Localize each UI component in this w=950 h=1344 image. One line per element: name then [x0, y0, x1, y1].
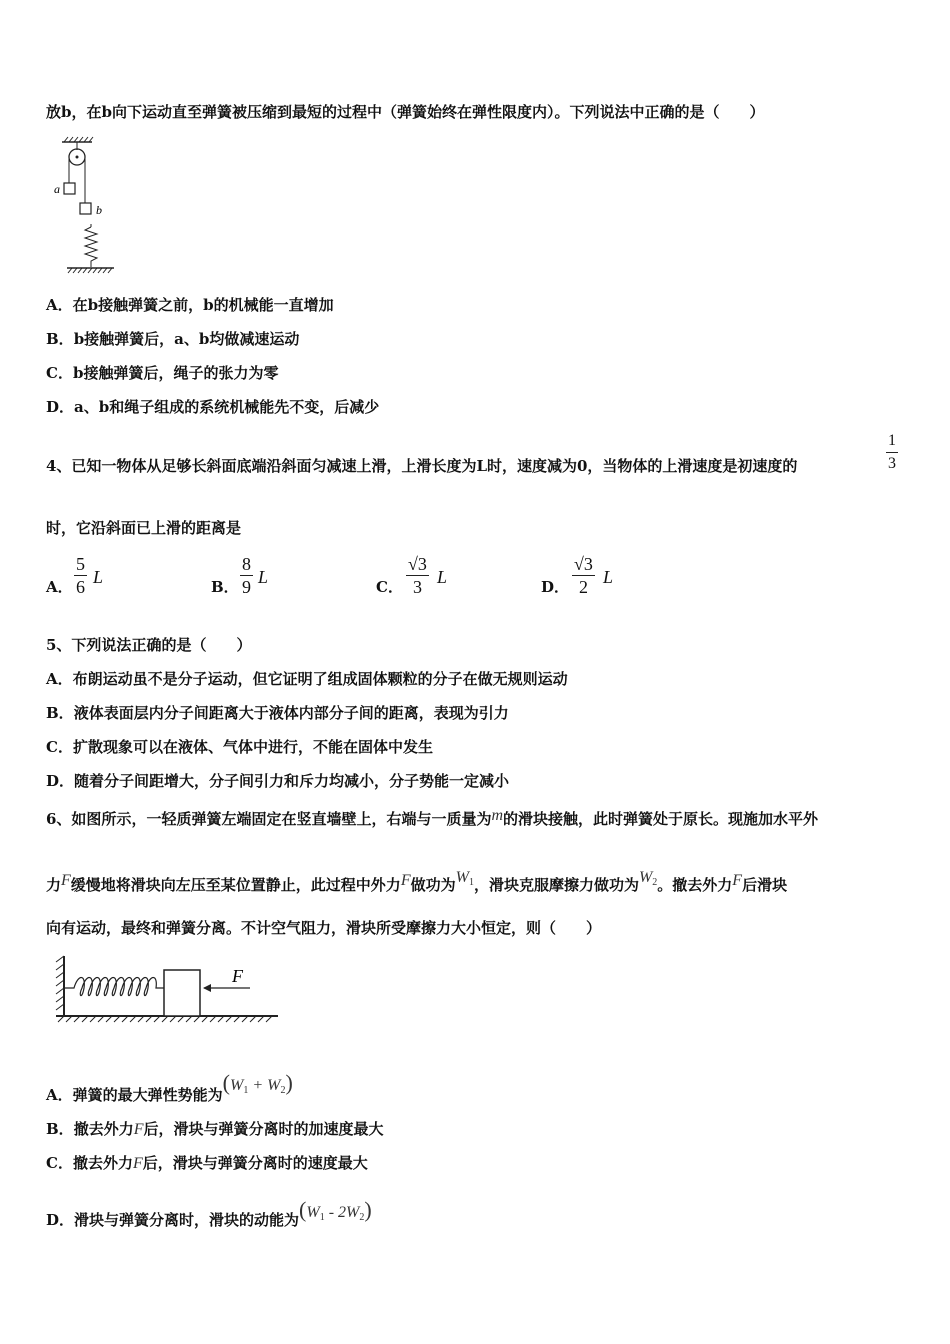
q6-option-d: D．滑块与弹簧分离时，滑块的动能为$(W_1 - 2W_2)$ — [46, 1197, 372, 1229]
q5-stem: 5、下列说法正确的是（ ） — [46, 636, 252, 654]
q4-option-c-fraction: $\frac{√3}{3}$ — [408, 554, 427, 597]
q3-option-a: A．在b接触弹簧之前，b的机械能一直增加 — [46, 296, 334, 314]
q4-option-b-key: B． — [211, 578, 239, 596]
q4-stem-fraction: $\frac{1}{3}$ — [888, 432, 896, 472]
q6-line-2: 力F缓慢地将滑块向左压至某位置静止，此过程中外力F做功为$W_1$，滑块克服摩擦力做功为$W_2$。撤去外力F后滑块 — [46, 869, 788, 894]
spring-block-figure — [54, 952, 280, 1024]
q4-option-a-key: A． — [46, 578, 73, 596]
q6-line-1: 6、如图所示，一轻质弹簧左端固定在竖直墙壁上，右端与一质量为m的滑块接触，此时弹簧处于原长。现施加水平外 — [46, 807, 819, 828]
label-a: a — [54, 182, 60, 196]
q6-option-c: C．撤去外力F后，滑块与弹簧分离时的速度最大 — [46, 1154, 368, 1172]
q6-option-a: A．弹簧的最大弹性势能为$(W_1 + W_2)$ — [46, 1070, 293, 1104]
q3-option-d: D．a、b和绳子组成的系统机械能先不变，后减少 — [46, 398, 380, 416]
q4-option-d-unit: L — [603, 567, 614, 587]
q4-stem: 4、已知一物体从足够长斜面底端沿斜面匀减速上滑，上滑长度为L时，速度减为0，当物体的上滑速度是初速度的 — [46, 457, 798, 475]
q5-option-c: C．扩散现象可以在液体、气体中进行，不能在固体中发生 — [46, 738, 433, 756]
q4-option-d-key: D． — [541, 578, 570, 596]
q4-option-b-unit: L — [258, 567, 269, 587]
q4-option-a-fraction: $\frac{5}{6}$ — [76, 554, 85, 597]
q3-option-b: B．b接触弹簧后，a、b均做减速运动 — [46, 330, 300, 348]
q5-option-a: A．布朗运动虽不是分子运动，但它证明了组成固体颗粒的分子在做无规则运动 — [46, 670, 568, 688]
q4-stem-continued: 时，它沿斜面已上滑的距离是 — [46, 519, 242, 537]
q4-option-a-unit: L — [93, 567, 104, 587]
q6-line-3: 向有运动，最终和弹簧分离。不计空气阻力，滑块所受摩擦力大小恒定，则（ ） — [46, 919, 602, 937]
q3-stem: 放b，在b向下运动直至弹簧被压缩到最短的过程中（弹簧始终在弹性限度内）。下列说法中正确的是（ ） — [46, 103, 765, 121]
pulley-spring-figure — [50, 136, 120, 276]
q4-option-c-key: C． — [376, 578, 403, 596]
label-F: F — [232, 966, 243, 986]
q4-option-c-unit: L — [437, 567, 448, 587]
label-b: b — [96, 203, 102, 217]
q4-option-d-fraction: $\frac{√3}{2}$ — [574, 554, 593, 597]
q4-option-b-fraction: $\frac{8}{9}$ — [242, 554, 251, 597]
q6-option-b: B．撤去外力F后，滑块与弹簧分离时的加速度最大 — [46, 1120, 384, 1138]
q5-option-b: B．液体表面层内分子间距离大于液体内部分子间的距离，表现为引力 — [46, 704, 509, 722]
q3-option-c: C．b接触弹簧后，绳子的张力为零 — [46, 364, 279, 382]
q5-option-d: D．随着分子间距增大，分子间引力和斥力均减小，分子势能一定减小 — [46, 772, 510, 790]
